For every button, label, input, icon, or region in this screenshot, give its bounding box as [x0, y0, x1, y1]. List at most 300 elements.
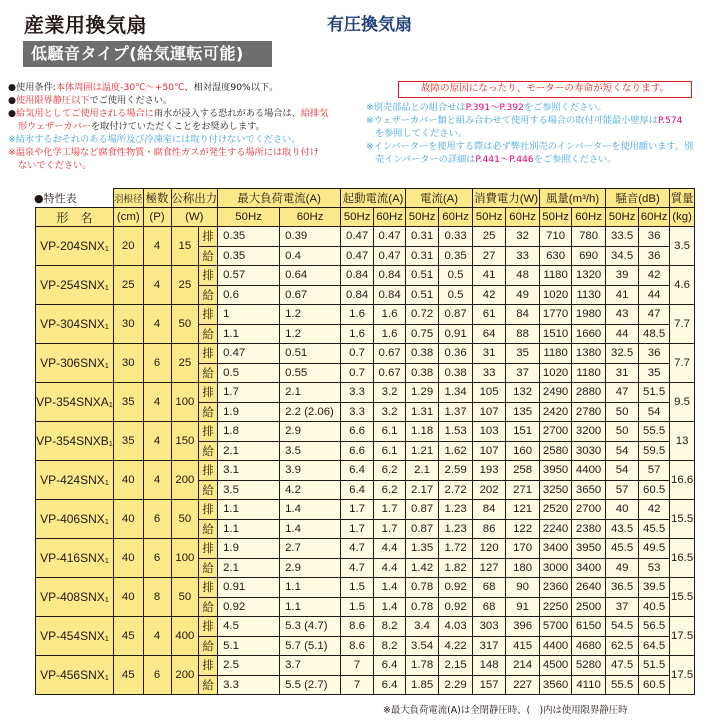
data-cell: 2.59 [439, 461, 473, 481]
supply-mode-label: 給 [199, 480, 218, 500]
data-cell: 5.5 (2.7) [280, 675, 341, 695]
data-cell: 160 [506, 441, 540, 461]
data-cell: 227 [506, 675, 540, 695]
data-cell: 88 [506, 324, 540, 344]
mass-value: 13 [670, 422, 695, 461]
model-name: VP-304SNX1 [36, 305, 114, 344]
data-cell: 396 [506, 617, 540, 637]
data-cell: 6.2 [374, 461, 406, 481]
header-hz: 50Hz [341, 208, 374, 227]
data-cell: 0.47 [374, 227, 406, 247]
note-text: ● [8, 95, 17, 106]
data-cell: 0.67 [280, 285, 341, 305]
mass-value: 7.7 [670, 344, 695, 383]
data-cell: 35 [506, 344, 540, 364]
rated-output: 200 [171, 461, 199, 500]
supply-mode-label: 給 [199, 597, 218, 617]
data-cell: 55.5 [639, 422, 670, 442]
supply-mode-label: 給 [199, 558, 218, 578]
data-cell: 55.5 [606, 675, 639, 695]
mass-value: 15.5 [670, 578, 695, 617]
data-cell: 1.34 [439, 383, 473, 403]
data-cell: 2.2 (2.06) [280, 402, 341, 422]
data-cell: 271 [506, 480, 540, 500]
data-cell: 2.15 [439, 656, 473, 676]
data-cell: 3.3 [218, 675, 280, 695]
data-cell: 0.47 [341, 227, 374, 247]
data-cell: 2.7 [280, 539, 341, 559]
data-cell: 0.38 [406, 344, 439, 364]
data-cell: 64 [473, 324, 506, 344]
data-cell: 56.5 [639, 617, 670, 637]
data-cell: 6.4 [374, 675, 406, 695]
data-cell: 1.37 [439, 402, 473, 422]
data-cell: 0.36 [439, 344, 473, 364]
data-cell: 0.91 [439, 324, 473, 344]
header-hz: 60Hz [439, 208, 473, 227]
rated-output: 400 [171, 617, 199, 656]
data-cell: 3.3 [341, 402, 374, 422]
data-cell: 0.51 [406, 285, 439, 305]
pole-count: 4 [143, 422, 171, 461]
data-cell: 1180 [572, 363, 606, 383]
data-cell: 1.2 [280, 324, 341, 344]
note-text: P.574 [657, 115, 683, 126]
data-cell: 1.2 [280, 305, 341, 325]
note-text: 給気用としてご使用される場合に [16, 108, 154, 119]
note-line [366, 127, 718, 140]
note-text: 給排気 [300, 108, 329, 119]
header-noise: 騒音(dB) [606, 189, 670, 208]
table-row [36, 305, 695, 325]
exhaust-mode-label: 排 [199, 383, 218, 403]
data-cell: 68 [473, 578, 506, 598]
data-cell: 1.35 [406, 539, 439, 559]
note-text: ※インバーターを使用する際は必ず弊社別売のインバーターを使用願います。別 [366, 141, 694, 152]
note-text: をご参照ください。 [533, 154, 617, 165]
data-cell: 2.17 [406, 480, 439, 500]
data-cell: 3.4 [406, 617, 439, 637]
data-cell: 1.23 [439, 500, 473, 520]
data-cell: 1.6 [341, 305, 374, 325]
note-text: 雨水が浸入する恐れがある場合は、 [153, 108, 301, 119]
mass-value: 15.5 [670, 500, 695, 539]
data-cell: 3.54 [406, 636, 439, 656]
data-cell: 60.5 [639, 675, 670, 695]
page-title: 産業用換気扇 [24, 13, 147, 37]
data-cell: 1.85 [406, 675, 439, 695]
model-name: VP-354SNXA1 [36, 383, 114, 422]
data-cell: 1.72 [439, 539, 473, 559]
data-cell: 0.91 [218, 578, 280, 598]
data-cell: 1.62 [439, 441, 473, 461]
supply-mode-label: 給 [199, 675, 218, 695]
rated-output: 50 [171, 578, 199, 617]
data-cell: 0.84 [374, 266, 406, 286]
data-cell: 8.6 [341, 636, 374, 656]
data-cell: 36 [639, 344, 670, 364]
note-line [366, 140, 718, 153]
data-cell: 1180 [540, 266, 572, 286]
data-cell: 31 [606, 363, 639, 383]
note-line [8, 133, 363, 146]
data-cell: 1980 [572, 305, 606, 325]
data-cell: 2.1 [218, 558, 280, 578]
data-cell: 214 [506, 656, 540, 676]
data-cell: 1.4 [280, 519, 341, 539]
blade-diameter: 40 [114, 461, 144, 500]
data-cell: 0.67 [374, 344, 406, 364]
data-cell: 37 [506, 363, 540, 383]
data-cell: 54 [606, 441, 639, 461]
mass-value: 3.5 [670, 227, 695, 266]
data-cell: 57 [639, 461, 670, 481]
data-cell: 51.5 [639, 383, 670, 403]
data-cell: 41 [606, 285, 639, 305]
data-cell: 3.3 [341, 383, 374, 403]
data-cell: 2250 [540, 597, 572, 617]
header-row-1 [36, 189, 695, 208]
data-cell: 1.6 [374, 305, 406, 325]
data-cell: 1.9 [218, 402, 280, 422]
mass-value: 16.6 [670, 461, 695, 500]
data-cell: 0.92 [439, 578, 473, 598]
note-text: をご参照ください。 [523, 102, 607, 113]
blade-diameter: 35 [114, 422, 144, 461]
data-cell: 3560 [540, 675, 572, 695]
data-cell: 1.4 [374, 597, 406, 617]
data-cell: 0.47 [341, 246, 374, 266]
data-cell: 59.5 [639, 441, 670, 461]
blank-header [36, 189, 114, 208]
data-cell: 54.5 [606, 617, 639, 637]
data-cell: 1380 [572, 344, 606, 364]
data-cell: 3.7 [280, 656, 341, 676]
header-mass: 質量 [670, 189, 695, 208]
header-airflow: 風量(m³/h) [540, 189, 606, 208]
note-text: P.441〜P.446 [475, 154, 534, 165]
model-name: VP-204SNX1 [36, 227, 114, 266]
data-cell: 4400 [572, 461, 606, 481]
rated-output: 50 [171, 305, 199, 344]
data-cell: 8.6 [341, 617, 374, 637]
data-cell: 303 [473, 617, 506, 637]
data-cell: 1.78 [406, 656, 439, 676]
header-output-unit: (W) [171, 208, 218, 227]
data-cell: 35 [639, 363, 670, 383]
data-cell: 1.4 [374, 578, 406, 598]
data-cell: 1130 [572, 285, 606, 305]
data-cell: 60.5 [639, 480, 670, 500]
data-cell: 0.5 [218, 363, 280, 383]
data-cell: 1.1 [218, 324, 280, 344]
data-cell: 3250 [540, 480, 572, 500]
note-text: P.391〜P.392 [465, 102, 524, 113]
data-cell: 0.87 [406, 500, 439, 520]
blade-diameter: 40 [114, 539, 144, 578]
model-name: VP-408SNX1 [36, 578, 114, 617]
header-hz: 60Hz [639, 208, 670, 227]
header-hz: 50Hz [406, 208, 439, 227]
data-cell: 0.75 [406, 324, 439, 344]
model-name: VP-416SNX1 [36, 539, 114, 578]
data-cell: 0.7 [341, 344, 374, 364]
data-cell: 3.5 [280, 441, 341, 461]
blade-diameter: 25 [114, 266, 144, 305]
note-text: 形ウェザーカバー [18, 121, 91, 132]
data-cell: 0.55 [280, 363, 341, 383]
blade-diameter: 40 [114, 500, 144, 539]
exhaust-mode-label: 排 [199, 422, 218, 442]
data-cell: 1.6 [374, 324, 406, 344]
data-cell: 1320 [572, 266, 606, 286]
table-row [36, 617, 695, 637]
data-cell: 25 [473, 227, 506, 247]
data-cell: 4.5 [218, 617, 280, 637]
pole-count: 8 [143, 578, 171, 617]
note-text: 売インバーターの詳細は [375, 154, 476, 165]
header-power: 消費電力(W) [473, 189, 540, 208]
header-output: 公称出力 [171, 189, 218, 208]
data-cell: 0.33 [439, 227, 473, 247]
data-cell: 0.47 [374, 246, 406, 266]
model-name: VP-254SNX1 [36, 266, 114, 305]
data-cell: 40.5 [639, 597, 670, 617]
data-cell: 202 [473, 480, 506, 500]
data-cell: 1.1 [280, 578, 341, 598]
data-cell: 27 [473, 246, 506, 266]
data-cell: 0.84 [374, 285, 406, 305]
data-cell: 3.5 [218, 480, 280, 500]
data-cell: 2.1 [406, 461, 439, 481]
table-row [36, 656, 695, 676]
data-cell: 4.7 [341, 539, 374, 559]
note-text: ※別売部品との組合せは [366, 102, 466, 113]
exhaust-mode-label: 排 [199, 344, 218, 364]
data-cell: 3650 [572, 480, 606, 500]
supply-mode-label: 給 [199, 324, 218, 344]
data-cell: 148 [473, 656, 506, 676]
data-cell: 4680 [572, 636, 606, 656]
data-cell: 1020 [540, 363, 572, 383]
header-hz: 60Hz [280, 208, 341, 227]
data-cell: 2880 [572, 383, 606, 403]
data-cell: 3400 [572, 558, 606, 578]
mass-value: 4.6 [670, 266, 695, 305]
note-text: を取付けていただくことをお奨めします。 [90, 121, 265, 132]
data-cell: 6.2 [374, 480, 406, 500]
data-cell: 68 [473, 597, 506, 617]
data-cell: 2700 [540, 422, 572, 442]
model-name: VP-424SNX1 [36, 461, 114, 500]
data-cell: 5.3 (4.7) [280, 617, 341, 637]
table-row [36, 461, 695, 481]
header-start-current: 起動電流(A) [341, 189, 406, 208]
supply-mode-label: 給 [199, 363, 218, 383]
rated-output: 25 [171, 266, 199, 305]
data-cell: 8.2 [374, 617, 406, 637]
table-footnote: ※最大負荷電流(A)は全閉静圧時、( )内は使用限界静圧時 [383, 705, 628, 716]
data-cell: 0.38 [439, 363, 473, 383]
supply-mode-label: 給 [199, 402, 218, 422]
data-cell: 2490 [540, 383, 572, 403]
data-cell: 120 [473, 539, 506, 559]
data-cell: 86 [473, 519, 506, 539]
header-blade-dia-unit: (cm) [114, 208, 144, 227]
data-cell: 0.35 [439, 246, 473, 266]
exhaust-mode-label: 排 [199, 305, 218, 325]
data-cell: 780 [572, 227, 606, 247]
data-cell: 39 [606, 266, 639, 286]
data-cell: 1 [218, 305, 280, 325]
data-cell: 107 [473, 402, 506, 422]
exhaust-mode-label: 排 [199, 578, 218, 598]
mass-value: 17.5 [670, 617, 695, 656]
data-cell: 4.03 [439, 617, 473, 637]
blade-diameter: 20 [114, 227, 144, 266]
data-cell: 1510 [540, 324, 572, 344]
header-blade-dia: 羽根径 [114, 189, 144, 208]
data-cell: 107 [473, 441, 506, 461]
data-cell: 105 [473, 383, 506, 403]
data-cell: 1.6 [341, 324, 374, 344]
supply-mode-label: 給 [199, 441, 218, 461]
pole-count: 4 [143, 461, 171, 500]
header-poles: 極数 [143, 189, 171, 208]
pole-count: 6 [143, 344, 171, 383]
data-cell: 90 [506, 578, 540, 598]
table-row [36, 422, 695, 442]
data-cell: 2.1 [218, 441, 280, 461]
pole-count: 6 [143, 500, 171, 539]
table-row [36, 539, 695, 559]
spec-table-label: ●特性表 [34, 192, 77, 205]
data-cell: 33.5 [606, 227, 639, 247]
pole-count: 4 [143, 383, 171, 422]
data-cell: 1020 [540, 285, 572, 305]
usage-notes-right [366, 81, 718, 166]
note-text: ※温泉や化学工場など腐食性物質・腐食性ガスが発生する場所には取り付け [8, 147, 319, 158]
data-cell: 2700 [572, 500, 606, 520]
data-cell: 6.1 [374, 441, 406, 461]
header-hz: 50Hz [218, 208, 280, 227]
data-cell: 122 [506, 519, 540, 539]
data-cell: 1.42 [406, 558, 439, 578]
data-cell: 1.1 [218, 519, 280, 539]
usage-notes-left [8, 81, 363, 172]
data-cell: 3000 [540, 558, 572, 578]
supply-mode-label: 給 [199, 285, 218, 305]
note-text: ●使用条件: [8, 82, 56, 93]
data-cell: 0.92 [218, 597, 280, 617]
data-cell: 3950 [540, 461, 572, 481]
data-cell: 47 [639, 305, 670, 325]
data-cell: 2500 [572, 597, 606, 617]
data-cell: 317 [473, 636, 506, 656]
data-cell: 0.78 [406, 597, 439, 617]
note-text: ※ウェザーカバー類と組み合わせて使用する場合の取付可能最小壁厚は [366, 115, 658, 126]
data-cell: 40 [606, 500, 639, 520]
data-cell: 1.7 [374, 500, 406, 520]
data-cell: 2.29 [439, 675, 473, 695]
data-cell: 151 [506, 422, 540, 442]
data-cell: 135 [506, 402, 540, 422]
data-cell: 84 [506, 305, 540, 325]
data-cell: 5.7 (5.1) [280, 636, 341, 656]
data-cell: 1.29 [406, 383, 439, 403]
data-cell: 1.7 [218, 383, 280, 403]
note-line [366, 153, 718, 166]
data-cell: 33 [506, 246, 540, 266]
data-cell: 170 [506, 539, 540, 559]
header-current: 電流(A) [406, 189, 473, 208]
data-cell: 0.92 [439, 597, 473, 617]
data-cell: 1.7 [341, 500, 374, 520]
data-cell: 37 [606, 597, 639, 617]
data-cell: 4.7 [341, 558, 374, 578]
mass-value: 16.5 [670, 539, 695, 578]
note-line [366, 101, 718, 114]
data-cell: 57 [606, 480, 639, 500]
data-cell: 258 [506, 461, 540, 481]
data-cell: 5280 [572, 656, 606, 676]
table-row [36, 500, 695, 520]
note-text: を参照してください。 [375, 128, 467, 139]
data-cell: 32 [506, 227, 540, 247]
data-cell: 43 [606, 305, 639, 325]
header-max-current: 最大負荷電流(A) [218, 189, 341, 208]
data-cell: 32.5 [606, 344, 639, 364]
data-cell: 3200 [572, 422, 606, 442]
header-mass-unit: (kg) [670, 208, 695, 227]
data-cell: 43.5 [606, 519, 639, 539]
supply-mode-label: 給 [199, 519, 218, 539]
data-cell: 34.5 [606, 246, 639, 266]
data-cell: 49 [506, 285, 540, 305]
data-cell: 180 [506, 558, 540, 578]
data-cell: 41 [473, 266, 506, 286]
warning-box: 故障の原因になったり、モーターの寿命が短くなります。 [398, 81, 692, 98]
data-cell: 0.35 [218, 227, 280, 247]
note-text: 、相対湿度90%以下。 [184, 82, 279, 93]
data-cell: 44 [606, 324, 639, 344]
data-cell: 690 [572, 246, 606, 266]
data-cell: 51.5 [639, 656, 670, 676]
data-cell: 50 [606, 402, 639, 422]
data-cell: 1.31 [406, 402, 439, 422]
pole-count: 6 [143, 656, 171, 695]
header-hz: 50Hz [473, 208, 506, 227]
data-cell: 1770 [540, 305, 572, 325]
data-cell: 2.72 [439, 480, 473, 500]
data-cell: 44 [639, 285, 670, 305]
data-cell: 0.51 [406, 266, 439, 286]
header-hz: 60Hz [374, 208, 406, 227]
data-cell: 1.21 [406, 441, 439, 461]
data-cell: 0.35 [218, 246, 280, 266]
data-cell: 2240 [540, 519, 572, 539]
data-cell: 2.9 [280, 422, 341, 442]
data-cell: 0.5 [439, 285, 473, 305]
model-name: VP-306SNX1 [36, 344, 114, 383]
data-cell: 54 [606, 461, 639, 481]
data-cell: 0.87 [439, 305, 473, 325]
data-cell: 0.84 [341, 285, 374, 305]
data-cell: 4400 [540, 636, 572, 656]
data-cell: 132 [506, 383, 540, 403]
table-row [36, 383, 695, 403]
data-cell: 0.4 [280, 246, 341, 266]
